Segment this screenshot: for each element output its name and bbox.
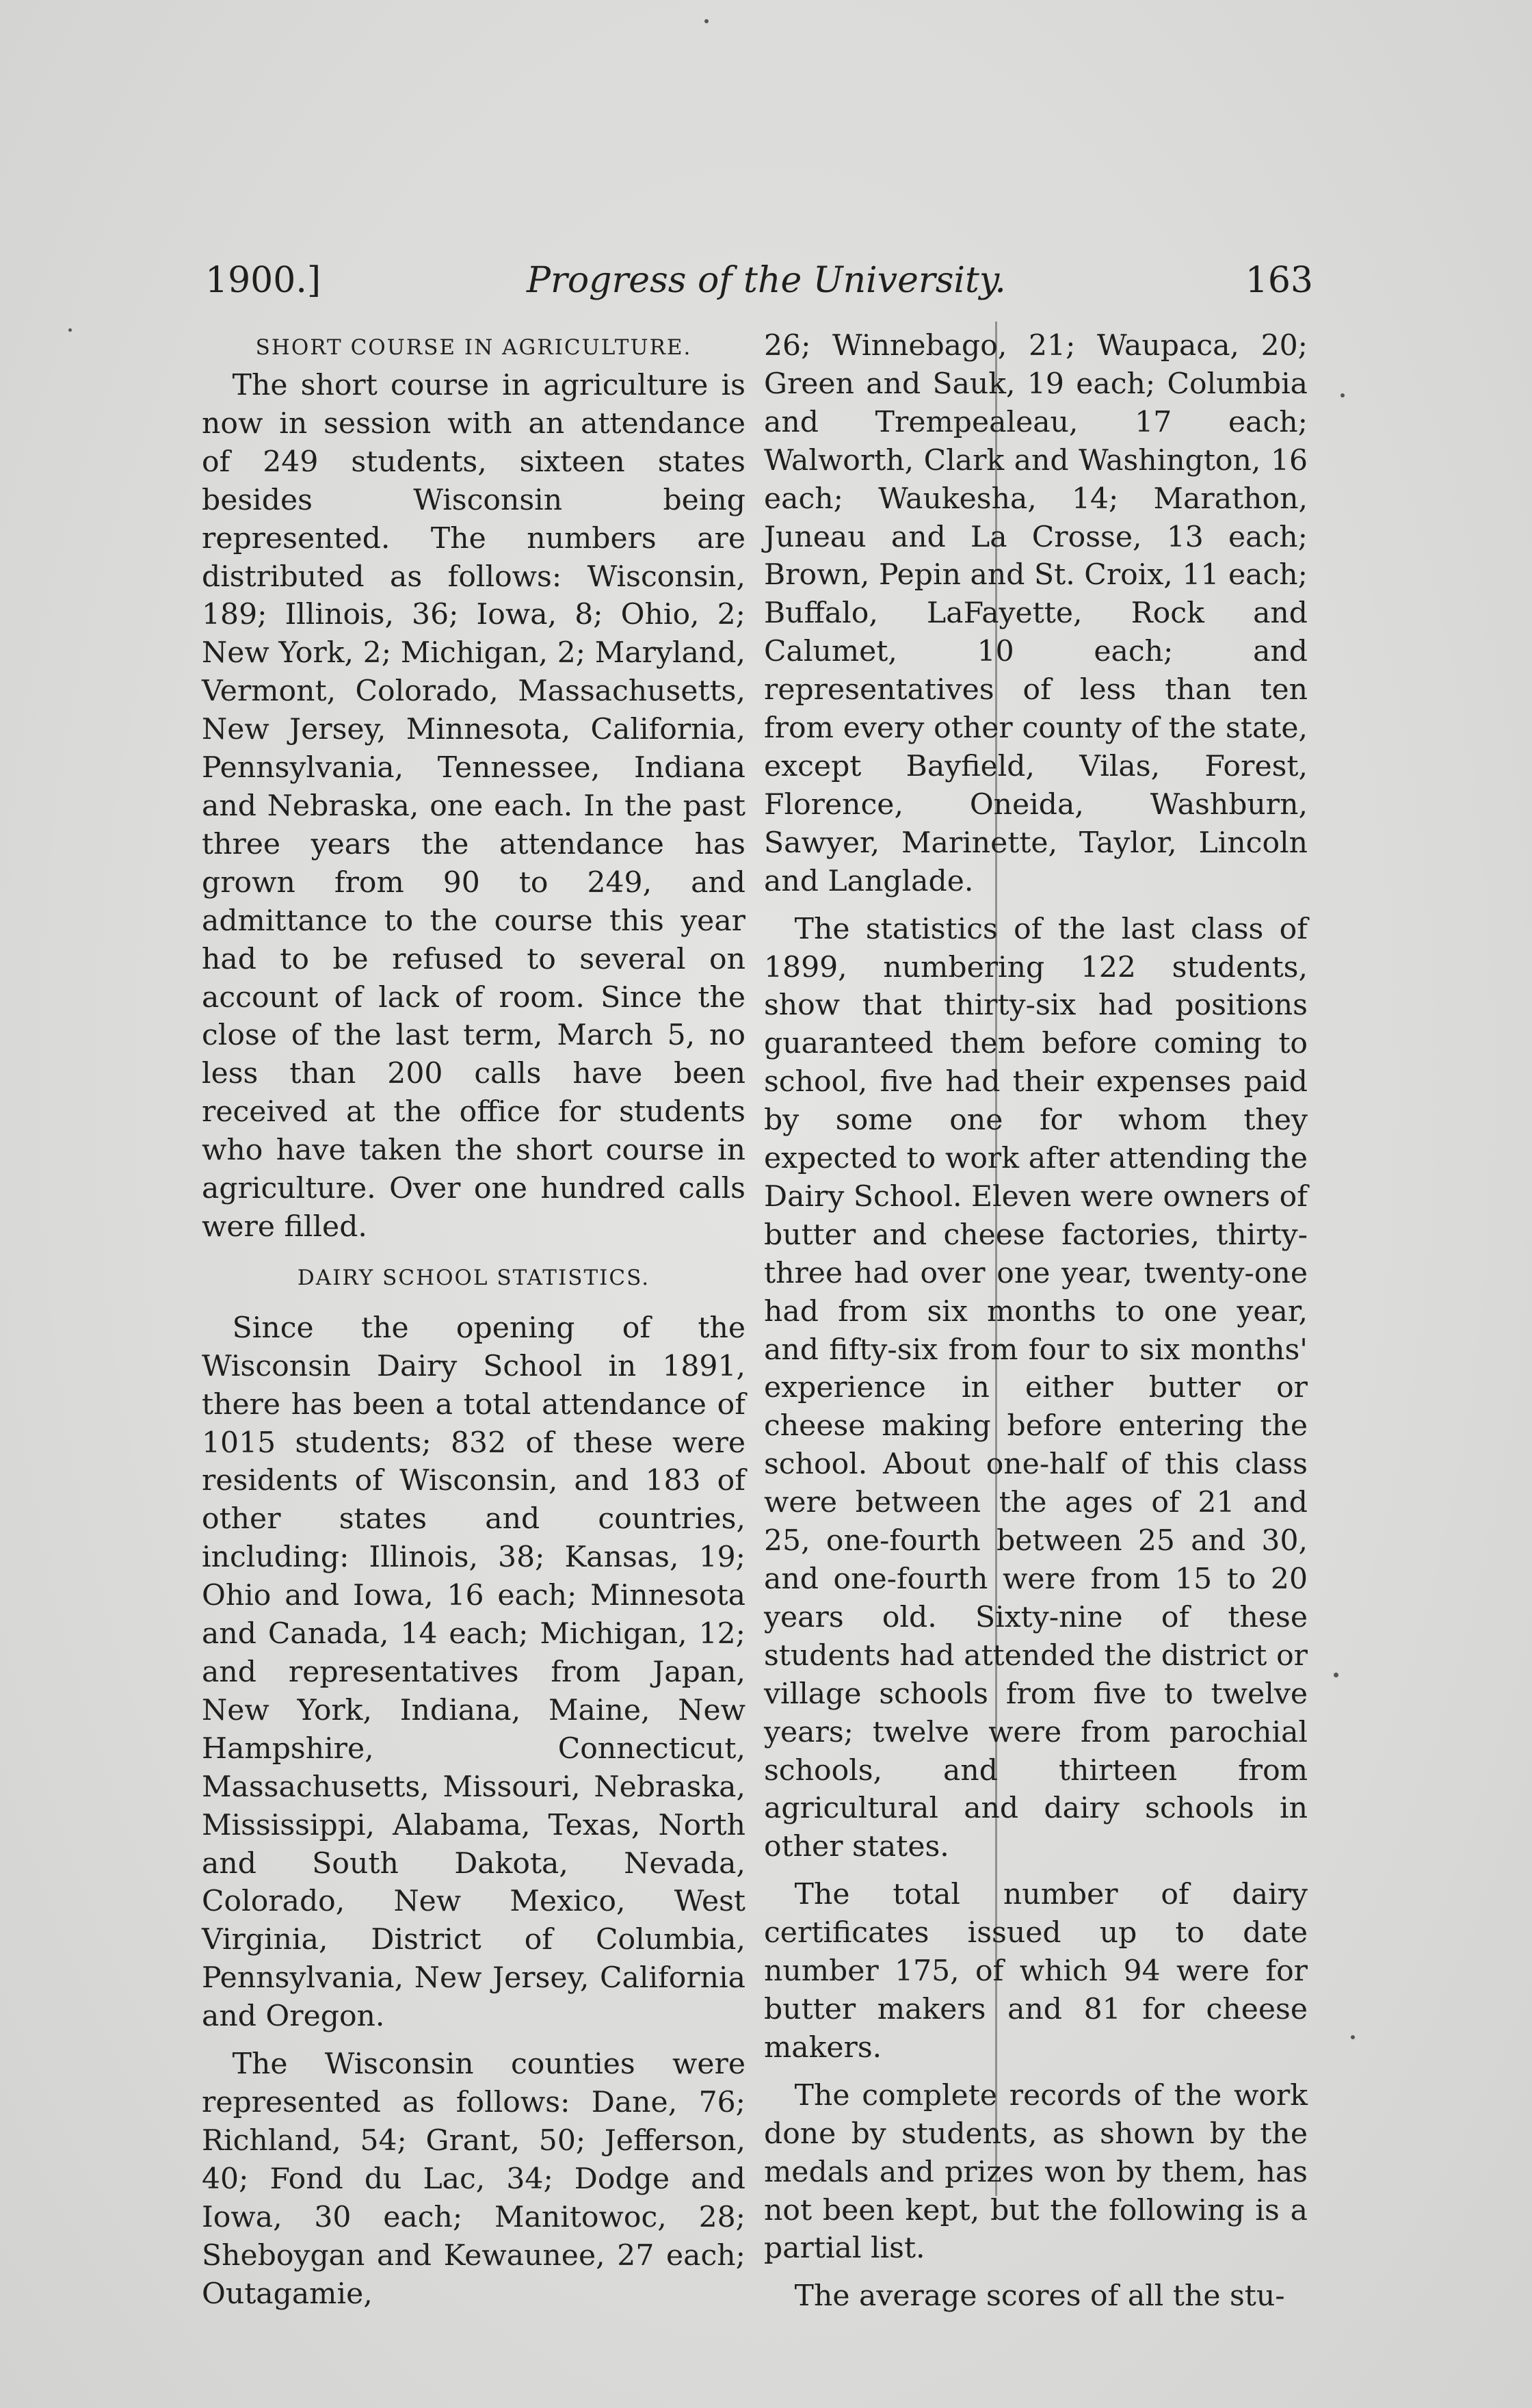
- left-column: [202, 328, 745, 2313]
- header-year: 1900.]: [205, 260, 321, 301]
- paragraph-short-course: The short course in agriculture is now in session with an attendance of 249 students, sixteen states besides Wisconsin being represented. The numbers are distributed as follows: Wisconsin, 189; Illinois, 36; Iowa, 8; Ohio, 2; New York, 2; Michigan, 2; Maryland, Vermont, Colorado, Massachusetts, New Jersey, Minnesota, California, Pennsylvania, Tennessee, Indiana and Nebraska, one each. In the past three years the attendance has grown from 90 to 249, and admittance to the course this year had to be refused to several on account of lack of room. Since the close of the last term, March 5, no less than 200 calls have been received at the office for students who have taken the short course in agriculture. Over one hundred calls were filled.: [202, 369, 745, 1244]
- right-column: [764, 327, 1308, 2316]
- paragraph-dairy-certificates: The total number of dairy certificates issued up to date number 175, of which 94 were for butter makers and 81 for cheese makers.: [764, 1878, 1308, 2065]
- section-heading-short-course: SHORT COURSE IN AGRICULTURE.: [255, 335, 692, 360]
- page-number: 163: [1245, 260, 1313, 301]
- print-speck: [1334, 1673, 1338, 1677]
- paragraph-counties-continued: 26; Winnebago, 21; Waupaca, 20; Green and Sauk, 19 each; Columbia and Trempealeau, 17 each; Walworth, Clark and Washington, 16 each; Waukesha, 14; Marathon, Juneau and La Crosse, 13 each; Brown, Pepin and St. Croix, 11 each; Buffalo, LaFayette, Rock and Calumet, 10 each; and representatives of less than ten from every other county of the state, except Bayfield, Vilas, Forest, Florence, Oneida, Washburn, Sawyer, Marinette, Taylor, Lincoln and Langlade.: [764, 329, 1308, 898]
- paragraph-class-1899-statistics: The statistics of the last class of 1899, numbering 122 students, show that thirty-six had positions guaranteed them before coming to school, five had their expenses paid by some one for whom they expected to work after attending the Dairy School. Eleven were owners of butter and cheese factories, thirty-three had over one year, twenty-one had from six months to one year, and fifty-six from four to six months' experience in either butter or cheese making before entering the school. About one-half of this class were between the ages of 21 and 25, one-fourth between 25 and 30, and one-fourth were from 15 to 20 years old. Sixty-nine of these students had attended the district or village schools from five to twelve years; twelve were from parochial schools, and thirteen from agricultural and dairy schools in other states.: [764, 912, 1308, 1864]
- print-speck: [68, 328, 72, 332]
- section-heading-dairy-statistics: DAIRY SCHOOL STATISTICS.: [297, 1265, 650, 1290]
- paragraph-student-records: The complete records of the work done by students, as shown by the medals and prizes won by them, has not been kept, but the following is a partial list.: [764, 2078, 1308, 2266]
- print-speck: [1351, 2035, 1355, 2039]
- running-header: [205, 260, 1313, 315]
- paragraph-average-scores: The average scores of all the stu-: [794, 2279, 1285, 2314]
- print-speck: [704, 19, 709, 23]
- paragraph-wisconsin-counties: The Wisconsin counties were represented as follows: Dane, 76; Richland, 54; Grant, 50; Jefferson, 40; Fond du Lac, 34; Dodge and Iowa, 30 each; Manitowoc, 28; Sheboygan and Kewaunee, 27 each; Outagamie,: [202, 2047, 745, 2311]
- print-speck: [1340, 393, 1345, 397]
- header-running-title: Progress of the University.: [527, 260, 1006, 301]
- paragraph-dairy-attendance: Since the opening of the Wisconsin Dairy School in 1891, there has been a total attendance of 1015 students; 832 of these were residents of Wisconsin, and 183 of other states and countries, including: Illinois, 38; Kansas, 19; Ohio and Iowa, 16 each; Minnesota and Canada, 14 each; Michigan, 12; and representatives from Japan, New York, Indiana, Maine, New Hampshire, Connecticut, Massachusetts, Missouri, Nebraska, Mississippi, Alabama, Texas, North and South Dakota, Nevada, Colorado, New Mexico, West Virginia, District of Columbia, Pennsylvania, New Jersey, California and Oregon.: [202, 1311, 745, 2034]
